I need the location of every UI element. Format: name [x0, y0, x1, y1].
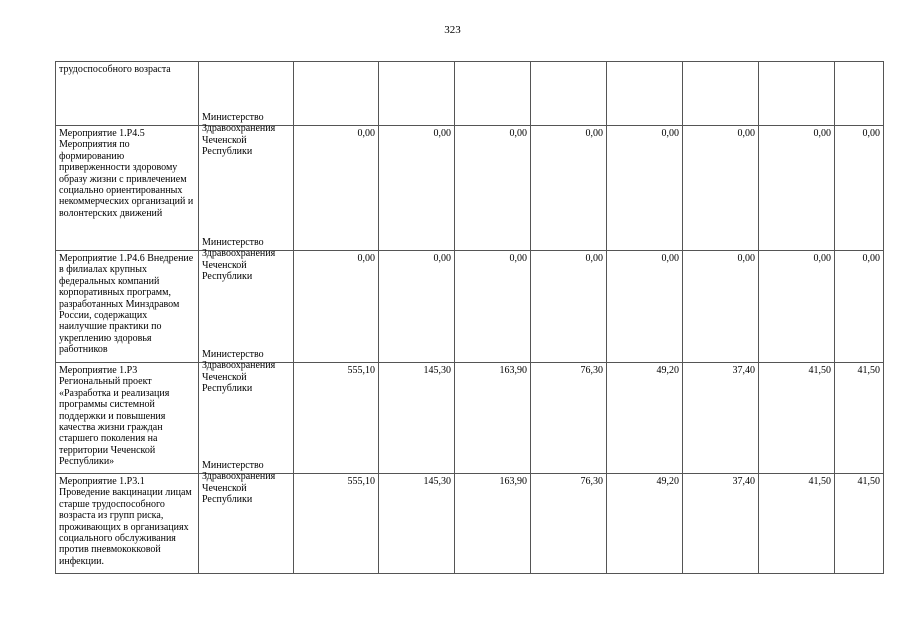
budget-table — [55, 61, 884, 574]
value-cell: 555,10 — [294, 363, 379, 474]
value-cell: 0,00 — [455, 126, 531, 251]
value-cell: 0,00 — [379, 251, 455, 363]
value-cell: 0,00 — [379, 126, 455, 251]
executor-cell — [199, 112, 294, 251]
value-cell — [294, 62, 379, 126]
value-cell: 0,00 — [607, 126, 683, 251]
activity-name-cell: Мероприятие 1.Р3 Региональный проект «Разработка и реализация программы системной поддержки и повышения качества жизни граждан старшего поколения на территории Чеченской Республики» — [56, 363, 199, 474]
value-cell — [759, 62, 835, 126]
page-number: 323 — [444, 24, 461, 36]
activity-name-cell: Мероприятие 1.Р3.1 Проведение вакцинации лицам старше трудоспособного возраста из групп риска, проживающих в организациях социального обслуживания против пневмококковой инфекции. — [56, 474, 199, 574]
value-cell: 41,50 — [835, 474, 884, 574]
value-cell: 555,10 — [294, 474, 379, 574]
value-cell: 163,90 — [455, 474, 531, 574]
value-cell — [607, 62, 683, 126]
value-cell: 145,30 — [379, 363, 455, 474]
executor-label: Министерство Здравоохранения Чеченской Республики — [202, 112, 276, 158]
table-row — [56, 251, 884, 363]
value-cell: 0,00 — [759, 251, 835, 363]
activity-name-cell: Мероприятие 1.Р4.5 Мероприятия по формированию приверженности здоровому образу жизни с привлечением социально ориентированных некоммерческих организаций и волонтерских движений — [56, 126, 199, 251]
value-cell: 76,30 — [531, 363, 607, 474]
activity-name-cell: трудоспособного возраста — [56, 62, 199, 126]
value-cell — [835, 62, 884, 126]
value-cell — [531, 62, 607, 126]
value-cell — [683, 62, 759, 126]
table-row — [56, 126, 884, 251]
executor-cell — [199, 349, 294, 474]
table-row — [56, 474, 884, 574]
value-cell: 163,90 — [455, 363, 531, 474]
executor-cell — [199, 237, 294, 363]
value-cell: 49,20 — [607, 363, 683, 474]
value-cell: 41,50 — [759, 363, 835, 474]
value-cell: 41,50 — [759, 474, 835, 574]
activity-name-cell: Мероприятие 1.Р4.6 Внедрение в филиалах крупных федеральных компаний корпоративных программ, разработанных Минздравом России, содержащих наилучшие практики по укреплению здоровья работников — [56, 251, 199, 363]
executor-label: Министерство Здравоохранения Чеченской Республики — [202, 460, 276, 506]
value-cell: 0,00 — [683, 126, 759, 251]
value-cell: 0,00 — [531, 126, 607, 251]
value-cell — [455, 62, 531, 126]
value-cell — [379, 62, 455, 126]
value-cell: 0,00 — [759, 126, 835, 251]
value-cell: 41,50 — [835, 363, 884, 474]
executor-label: Министерство Здравоохранения Чеченской Республики — [202, 237, 276, 283]
value-cell: 37,40 — [683, 474, 759, 574]
value-cell: 37,40 — [683, 363, 759, 474]
value-cell: 76,30 — [531, 474, 607, 574]
table-row — [56, 363, 884, 474]
value-cell: 0,00 — [607, 251, 683, 363]
value-cell: 49,20 — [607, 474, 683, 574]
value-cell: 0,00 — [531, 251, 607, 363]
value-cell: 0,00 — [455, 251, 531, 363]
value-cell: 0,00 — [683, 251, 759, 363]
value-cell: 0,00 — [294, 126, 379, 251]
value-cell: 145,30 — [379, 474, 455, 574]
executor-cell — [199, 460, 294, 574]
table-row — [56, 62, 884, 126]
value-cell: 0,00 — [835, 251, 884, 363]
executor-label: Министерство Здравоохранения Чеченской Республики — [202, 349, 276, 395]
value-cell: 0,00 — [294, 251, 379, 363]
value-cell: 0,00 — [835, 126, 884, 251]
